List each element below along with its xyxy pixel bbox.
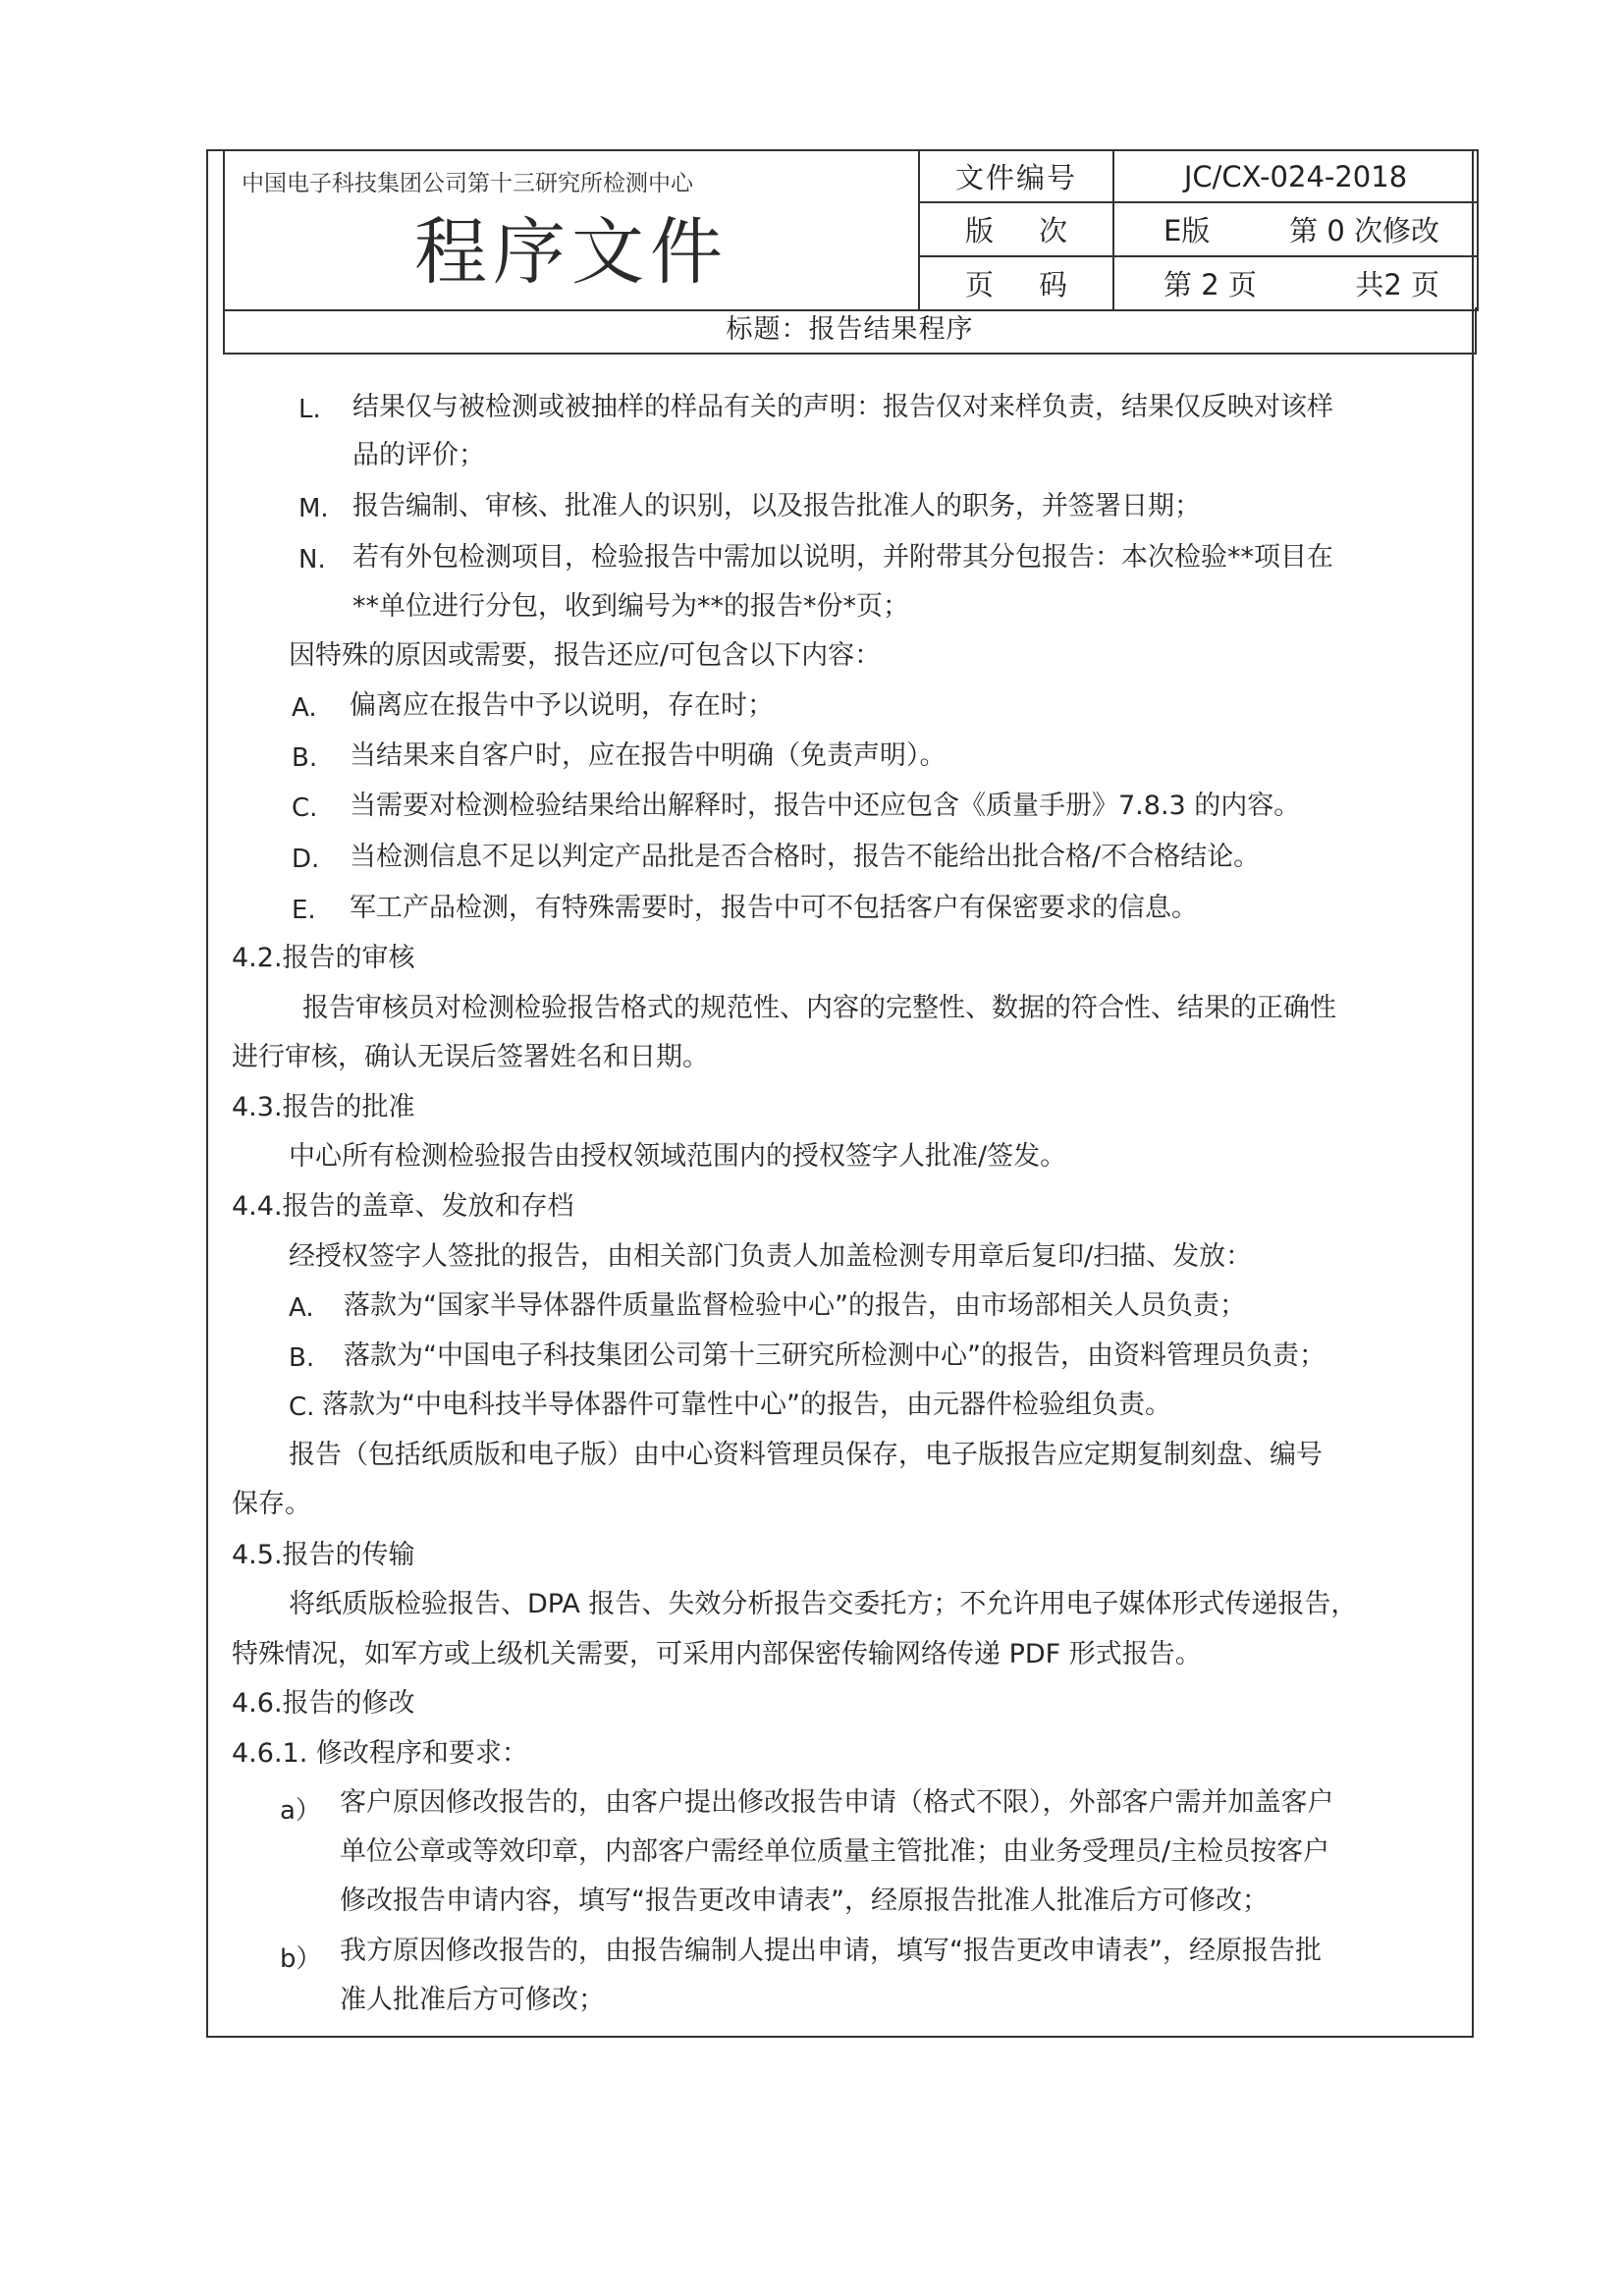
item-marker: a） [280,1796,321,1826]
item-text: 品的评价； [352,440,485,470]
section-4-5-text: 将纸质版检验报告、DPA 报告、失效分析报告交委托方；不允许用电子媒体形式传递报告， [289,1589,1358,1619]
item-text: 当需要对检测检验结果给出解释时，报告中还应包含《质量手册》7.8.3 的内容。 [350,791,1301,821]
item-marker: A. [289,1293,314,1323]
section-4-4-title: 4.4.报告的盖章、发放和存档 [232,1191,574,1222]
section-4-5-text: 特殊情况，如军方或上级机关需要，可采用内部保密传输网络传递 PDF 形式报告。 [232,1639,1202,1669]
revision-value: 第 0 次修改 [1289,214,1439,247]
item-text: 军工产品检测，有特殊需要时，报告中可不包括客户有保密要求的信息。 [350,893,1198,923]
special-intro: 因特殊的原因或需要，报告还应/可包含以下内容： [289,640,882,671]
item-text: **单位进行分包，收到编号为**的报告*份*页； [352,591,909,622]
item-marker: E. [292,896,316,925]
item-marker: B. [292,743,318,773]
section-4-6-1-title: 4.6.1. 修改程序和要求： [232,1738,528,1769]
item-text: 落款为“中电科技半导体器件可靠性中心”的报告，由元器件检验组负责。 [322,1390,1171,1420]
item-marker: M. [298,494,329,523]
section-4-6-title: 4.6.报告的修改 [232,1688,415,1719]
item-text: 若有外包检测项目，检验报告中需加以说明，并附带其分包报告：本次检验**项目在 [352,542,1333,573]
edition-value: E版 [1163,214,1211,247]
org-name: 中国电子科技集团公司第十三研究所检测中心 [242,171,693,196]
item-marker: L. [298,395,321,424]
item-text: 准人批准后方可修改； [340,1985,605,2015]
item-marker: C. [289,1393,315,1422]
item-text: 客户原因修改报告的，由客户提出修改报告申请（格式不限），外部客户需并加盖客户 [340,1787,1334,1818]
item-marker: A. [292,693,317,723]
item-text: 修改报告申请内容，填写“报告更改申请表”，经原报告批准人批准后方可修改； [340,1886,1269,1916]
item-marker: D. [292,845,320,874]
page-value: 第 2 页 [1163,268,1257,301]
section-4-2-text: 进行审核，确认无误后签署姓名和日期。 [232,1042,709,1072]
item-text: 当结果来自客户时，应在报告中明确（免责声明）。 [350,740,947,771]
doc-type-title: 程序文件 [414,210,729,295]
file-no-label: 文件编号 [919,150,1113,202]
item-text: 当检测信息不足以判定产品批是否合格时，报告不能给出批合格/不合格结论。 [350,842,1261,872]
item-marker: C. [292,793,318,823]
section-4-2-title: 4.2.报告的审核 [232,943,415,973]
item-marker: B. [289,1343,315,1373]
item-text: 偏离应在报告中予以说明，存在时； [350,690,774,721]
section-4-4-store: 报告（包括纸质版和电子版）由中心资料管理员保存，电子版报告应定期复制刻盘、编号 [289,1440,1323,1470]
item-text: 单位公章或等效印章，内部客户需经单位质量主管批准；由业务受理员/主检员按客户 [340,1836,1330,1867]
item-text: 结果仅与被检测或被抽样的样品有关的声明：报告仅对来样负责，结果仅反映对该样 [352,392,1333,422]
item-marker: b） [280,1944,322,1974]
total-pages-value: 共2 页 [1355,268,1439,301]
document-title: 标题：报告结果程序 [223,307,1477,355]
page-label: 页码 [965,268,1113,301]
item-text: 落款为“中国电子科技集团公司第十三研究所检测中心”的报告，由资料管理员负责； [344,1340,1325,1371]
section-4-5-title: 4.5.报告的传输 [232,1540,415,1570]
section-4-4-intro: 经授权签字人签批的报告，由相关部门负责人加盖检测专用章后复印/扫描、发放： [289,1241,1253,1272]
section-4-4-store: 保存。 [232,1489,311,1519]
file-no-value: JC/CX-024-2018 [1113,150,1478,202]
item-text: 落款为“国家半导体器件质量监督检验中心”的报告，由市场部相关人员负责； [344,1290,1246,1321]
edition-label: 版次 [965,214,1113,247]
section-4-3-title: 4.3.报告的批准 [232,1092,415,1122]
item-text: 我方原因修改报告的，由报告编制人提出申请，填写“报告更改申请表”，经原报告批 [340,1936,1322,1966]
item-marker: N. [298,545,326,574]
section-4-2-text: 报告审核员对检测检验报告格式的规范性、内容的完整性、数据的符合性、结果的正确性 [302,993,1336,1023]
item-text: 报告编制、审核、批准人的识别，以及报告批准人的职务，并签署日期； [352,491,1201,521]
section-4-3-text: 中心所有检测检验报告由授权领域范围内的授权签字人批准/签发。 [289,1141,1067,1172]
